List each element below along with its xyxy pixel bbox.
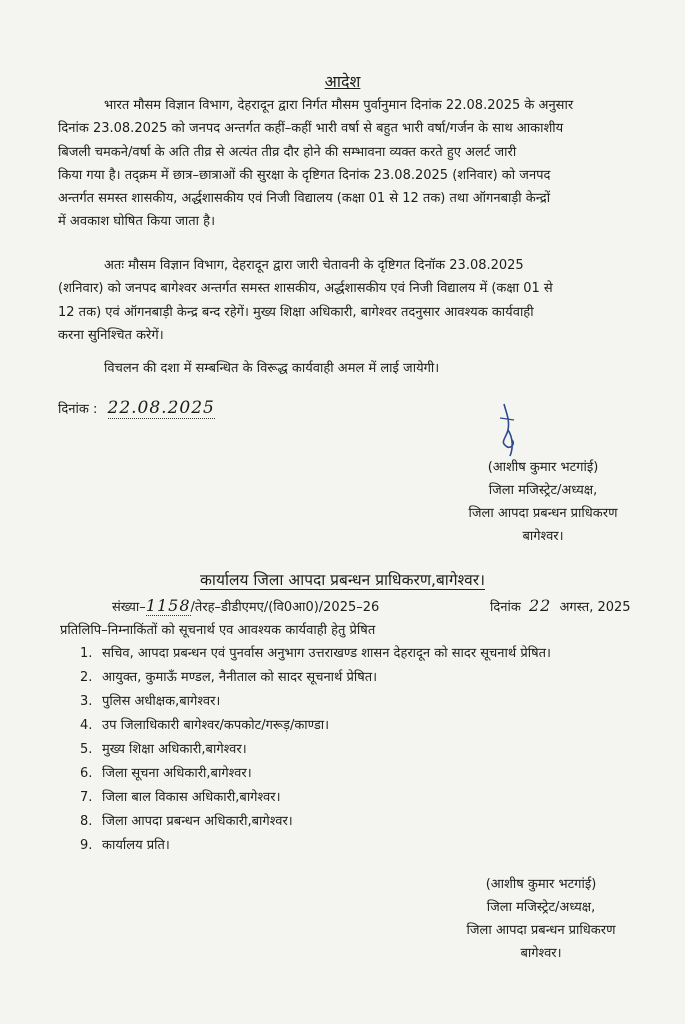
order-date	[58, 398, 215, 419]
list-item	[80, 810, 551, 834]
list-item	[80, 762, 551, 786]
signatory-name: (आशीष कुमार भटगांई)	[485, 877, 597, 892]
order-paragraph-3	[58, 357, 638, 380]
list-item-text: कार्यालय प्रति।	[102, 838, 170, 853]
list-item-number: 5.	[80, 742, 93, 757]
signatory-authority: जिला आपदा प्रबन्धन प्राधिकरण	[466, 923, 616, 938]
list-item-number: 2.	[80, 670, 93, 685]
office-heading-text: कार्यालय जिला आपदा प्रबन्धन प्राधिकरण,बागेश्वर।	[200, 571, 485, 589]
copy-intro: प्रतिलिपि–निम्नाकिंतों को सूचनार्थ एव आवश्यक कार्यवाही हेतु प्रेषित	[60, 623, 376, 638]
handwritten-ref-number: 1158	[145, 596, 191, 615]
list-item-text: मुख्य शिक्षा अधिकारी,बागेश्वर।	[102, 742, 247, 757]
reference-date	[490, 596, 631, 615]
list-item-number: 7.	[80, 790, 93, 805]
signatory-name: (आशीष कुमार भटगांई)	[487, 460, 599, 475]
signatory-place: बागेश्वर।	[522, 529, 564, 544]
copy-list	[80, 642, 551, 858]
list-item-number: 1.	[80, 646, 93, 661]
signature-block-2	[446, 873, 636, 965]
date-label: दिनांक :	[58, 402, 98, 417]
paragraph-line: भारत मौसम विज्ञान विभाग, देहरादून द्वारा निर्गत मौसम पुर्वानुमान दिनांक 22.08.2025 के अनुसार	[104, 98, 574, 113]
list-item-number: 6.	[80, 766, 93, 781]
order-paragraph-1	[58, 94, 638, 234]
list-item	[80, 834, 551, 858]
order-paragraph-2	[58, 254, 638, 347]
list-item-number: 3.	[80, 694, 93, 709]
list-item	[80, 642, 551, 666]
list-item-number: 4.	[80, 718, 93, 733]
paragraph-line: किया गया है। तद्क्रम में छात्र–छात्राओं की सुरक्षा के दृष्टिगत दिनांक 23.08.2025 (शनिवार) को जनपद	[58, 167, 551, 183]
signatory-designation: जिला मजिस्ट्रेट/अध्यक्ष,	[488, 483, 598, 498]
paragraph-line: अतः मौसम विज्ञान विभाग, देहरादून द्वारा जारी चेतावनी के दृष्टिगत दिनॉक 23.08.2025	[104, 258, 524, 273]
list-item-text: उप जिलाधिकारी बागेश्वर/कपकोट/गरूड़/काण्डा।	[102, 718, 330, 733]
paragraph-line: विचलन की दशा में सम्बन्धित के विरूद्ध कार्यवाही अमल में लाई जायेगी।	[104, 361, 440, 376]
list-item-text: पुलिस अधीक्षक,बागेश्वर।	[102, 694, 221, 709]
list-item	[80, 690, 551, 714]
date-rest: अगस्त, 2025	[559, 600, 631, 615]
ref-suffix: /तेरह–डीडीएमए/(वि0आ0)/2025–26	[190, 600, 380, 615]
list-item-text: आयुक्त, कुमाऊँ मण्डल, नैनीताल को सादर सूचनार्थ प्रेषित।	[102, 670, 378, 685]
paragraph-line: (शनिवार) को जनपद बागेश्वर अन्तर्गत समस्त शासकीय, अर्द्धशासकीय एवं निजी विद्यालय में (कक्षा 01 से	[58, 281, 553, 297]
ref-prefix: संख्या–	[112, 600, 146, 615]
signatory-place: बागेश्वर।	[520, 946, 562, 961]
list-item-text: जिला बाल विकास अधिकारी,बागेश्वर।	[102, 790, 281, 805]
paragraph-line: दिनांक 23.08.2025 को जनपद अन्तर्गत कहीं–कहीं भारी वर्षा से बहुत भारी वर्षा/गर्जन के साथ आकाशीय	[58, 121, 564, 137]
paragraph-line: में अवकाश घोषित किया जाता है।	[58, 214, 216, 230]
paragraph-line: अन्तर्गत समस्त शासकीय, अर्द्धशासकीय एवं निजी विद्यालय (कक्षा 01 से 12 तक) तथा ऑगनबाड़ी केन्द्रों	[58, 191, 551, 207]
reference-line	[112, 596, 379, 616]
date-prefix: दिनांक	[490, 600, 521, 615]
list-item-text: जिला आपदा प्रबन्धन अधिकारी,बागेश्वर।	[102, 814, 293, 829]
signatory-designation: जिला मजिस्ट्रेट/अध्यक्ष,	[486, 900, 596, 915]
handwritten-date-day: 22	[528, 596, 552, 615]
paragraph-line: 12 तक) एवं ऑगनबाड़ी केन्द्र बन्द रहेगें। मुख्य शिक्षा अधिकारी, बागेश्वर तदनुसार आवश्यक कार्यवाही	[58, 304, 534, 320]
paragraph-line: बिजली चमकने/वर्षा के अति तीव्र से अत्यंत तीव्र दौर होने की सम्भावना व्यक्त करते हुए अलर्ट जारी	[58, 144, 517, 160]
office-heading	[0, 568, 685, 590]
signature-block-1	[448, 456, 638, 548]
order-title: आदेश	[324, 72, 361, 91]
list-item	[80, 714, 551, 738]
list-item	[80, 738, 551, 762]
list-item-text: सचिव, आपदा प्रबन्धन एवं पुनर्वास अनुभाग उत्तराखण्ड शासन देहरादून को सादर सूचनार्थ प्रेषित।	[102, 646, 551, 661]
list-item	[80, 666, 551, 690]
signatory-authority: जिला आपदा प्रबन्धन प्राधिकरण	[468, 506, 618, 521]
signature-mark-icon	[490, 400, 530, 460]
list-item-number: 8.	[80, 814, 93, 829]
paragraph-line: करना सुनिश्चित करेगें।	[58, 327, 164, 343]
handwritten-date: 22.08.2025	[107, 398, 215, 418]
list-item-number: 9.	[80, 838, 93, 853]
list-item-text: जिला सूचना अधिकारी,बागेश्वर।	[102, 766, 252, 781]
list-item	[80, 786, 551, 810]
